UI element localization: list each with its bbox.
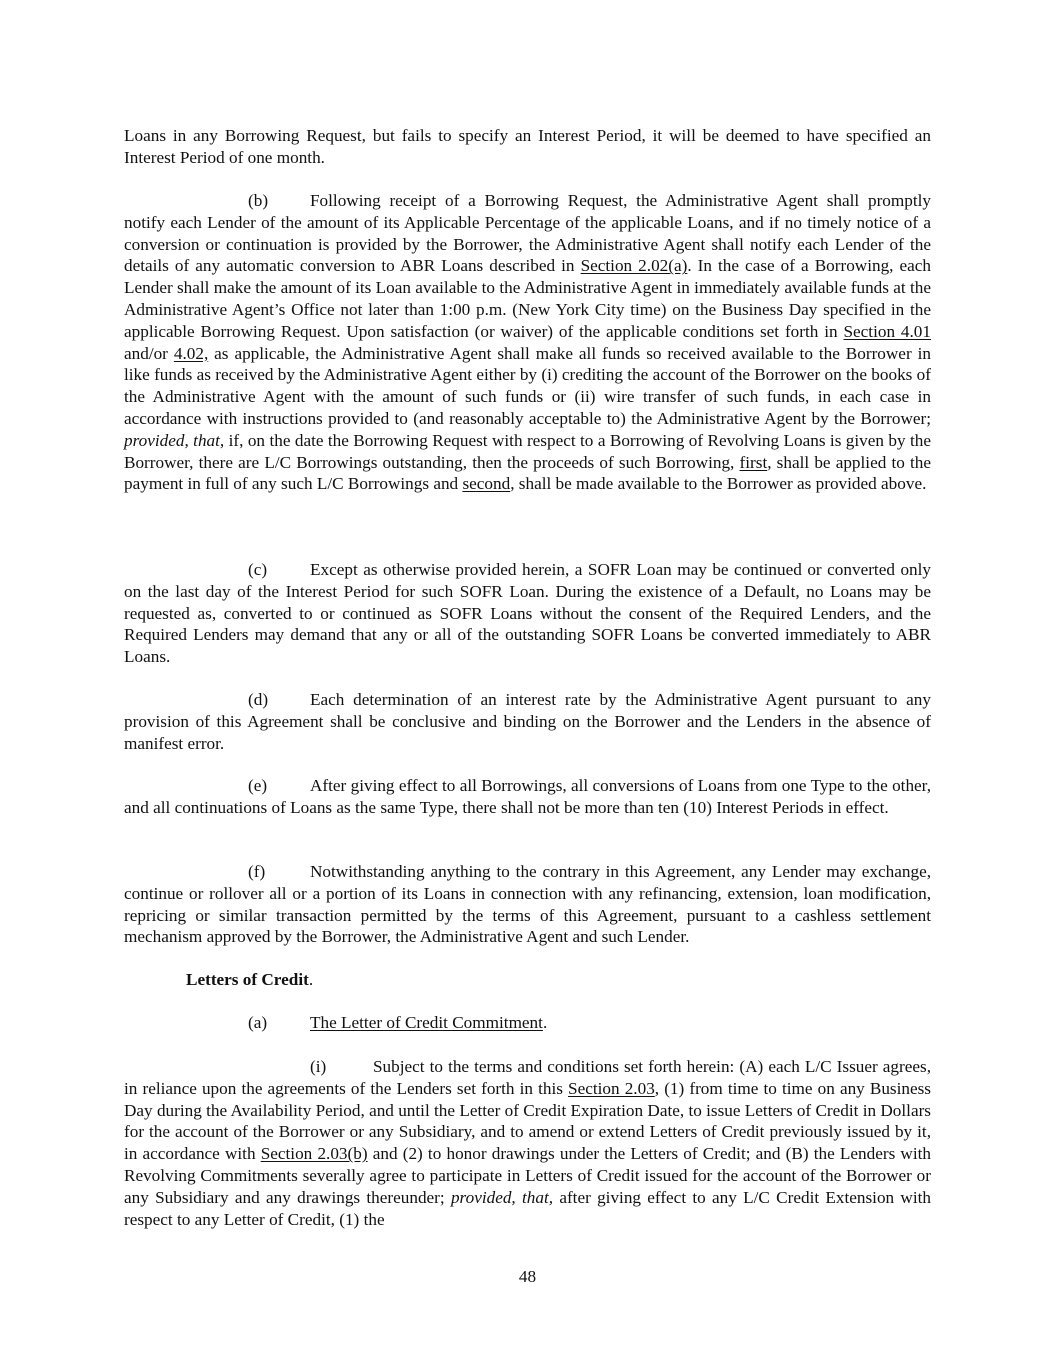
section-reference: Section 4.01 xyxy=(843,321,931,341)
paragraph-label: (a) xyxy=(248,1013,268,1032)
section-heading-letters-of-credit: Letters of Credit. xyxy=(186,970,314,989)
page-number: 48 xyxy=(518,1267,537,1286)
subsection-heading-a: (a) The Letter of Credit Commitment. xyxy=(248,1013,548,1032)
paragraph-e: (e) After giving effect to all Borrowings, all conversions of Loans from one Type to the other, and all continuations of Loans as the same Type, there shall not be more than ten (10) Interest Periods in effect. xyxy=(124,776,931,817)
subsection-title: The Letter of Credit Commitment xyxy=(310,1013,543,1032)
paragraph-label: (c) xyxy=(248,560,268,579)
paragraph-b: (b) Following receipt of a Borrowing Request, the Administrative Agent shall promptly notify each Lender of the amount of its Applicable Percentage of the applicable Loans, and if no timely notice of a conversion or continuation is provided by the Borrower, the Administrative Agent shall notify each Lender of the details of any automatic conversion to ABR Loans described in Section 2.02(a). In the case of a Borrowing, each Lender shall make the amount of its Loan available to the Administrative Agent in immediately available funds at the Administrative Agent’s Office not later than 1:00 p.m. (New York City time) on the Business Day specified in the applicable Borrowing Request. Upon satisfaction (or waiver) of the applicable conditions set forth in Section 4.01 and/or 4.02, as applicable, the Administrative Agent shall make all funds so received available to the Borrower in like funds as received by the Administrative Agent either by (i) crediting the account of the Borrower on the books of the Administrative Agent with the amount of such funds or (ii) wire transfer of such funds, in each case in accordance with instructions provided to (and reasonably acceptable to) the Administrative Agent by the Borrower; provided, that, if, on the date the Borrowing Request with respect to a Borrowing of Revolving Loans is given by the Borrower, there are L/C Borrowings outstanding, then the proceeds of such Borrowing, first, shall be applied to the payment in full of any such L/C Borrowings and second, shall be made available to the Borrower as provided above. xyxy=(124,191,932,494)
paragraph-d: (d) Each determination of an interest rate by the Administrative Agent pursuant to any provision of this Agreement shall be conclusive and binding on the Borrower and the Lenders in the absence of manifest error. xyxy=(124,690,931,753)
paragraph-label: (f) xyxy=(248,862,266,881)
proviso-text: provided, that, xyxy=(450,1187,554,1207)
paragraph-c: (c) Except as otherwise provided herein, a SOFR Loan may be continued or converted only on the last day of the Interest Period for such SOFR Loan. During the existence of a Default, no Loans may be requested as, converted to or continued as SOFR Loans without the consent of the Required Lenders, and the Required Lenders may demand that any or all of the outstanding SOFR Loans be converted immediately to ABR Loans. xyxy=(124,560,931,667)
paragraph-a-i: (i) Subject to the terms and conditions set forth herein: (A) each L/C Issuer agrees, in reliance upon the agreements of the Lenders set forth in this Section 2.03, (1) from time to time on any Business Day during the Availability Period, and until the Letter of Credit Expiration Date, to issue Letters of Credit in Dollars for the account of the Borrower or any Subsidiary, and to amend or extend Letters of Credit previously issued by it, in accordance with Section 2.03(b) and (2) to honor drawings under the Letters of Credit; and (B) the Lenders with Revolving Commitments severally agree to participate in Letters of Credit issued for the account of the Borrower or any Subsidiary and any drawings thereunder; provided, that, after giving effect to any L/C Credit Extension with respect to any Letter of Credit, (1) the xyxy=(124,1057,931,1229)
paragraph-label: (i) xyxy=(310,1057,327,1076)
ordinal-second: second xyxy=(462,474,511,494)
paragraph-continuation: Loans in any Borrowing Request, but fails to specify an Interest Period, it will be deemed to have specified an Interest Period of one month. xyxy=(124,126,931,167)
section-reference: Section 2.02(a) xyxy=(580,256,688,276)
paragraph-f: (f) Notwithstanding anything to the contrary in this Agreement, any Lender may exchange, continue or rollover all or a portion of its Loans in connection with any refinancing, extension, loan modification, repricing or similar transaction permitted by the terms of this Agreement, pursuant to a cashless settlement mechanism approved by the Borrower, the Administrative Agent and such Lender. xyxy=(124,862,931,947)
proviso-text: provided, that, xyxy=(124,430,225,450)
paragraph-label: (b) xyxy=(248,191,269,210)
ordinal-first: first xyxy=(739,452,768,472)
section-reference: 4.02, xyxy=(173,343,209,363)
section-reference: Section 2.03 xyxy=(568,1078,655,1098)
paragraph-label: (e) xyxy=(248,776,268,795)
paragraph-label: (d) xyxy=(248,690,269,709)
section-reference: Section 2.03(b) xyxy=(260,1144,368,1164)
